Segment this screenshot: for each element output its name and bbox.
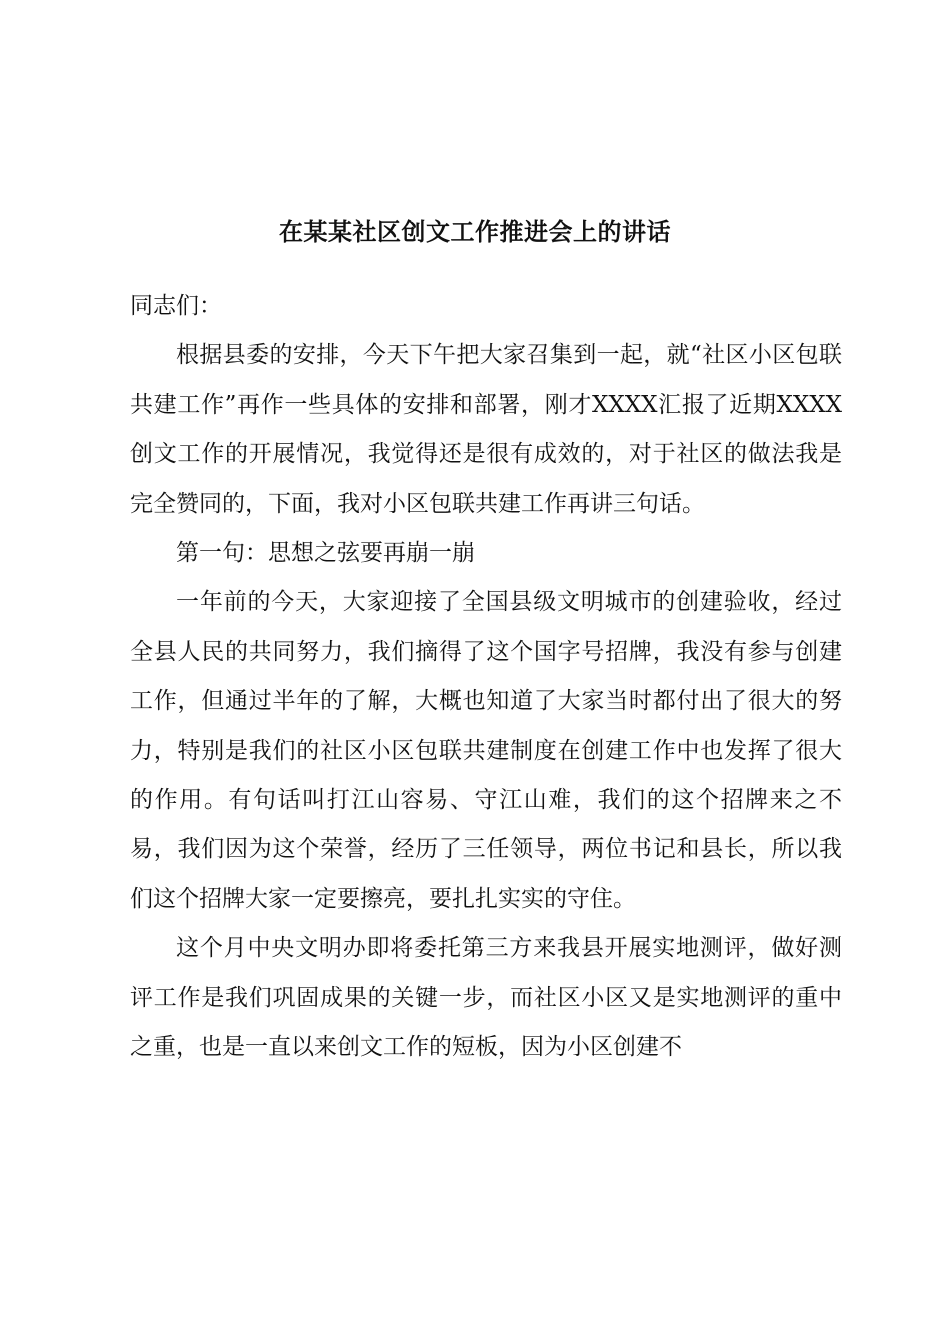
section-heading-1: 第一句：思想之弦要再崩一崩 [176,540,475,567]
salutation: 同志们： [130,293,222,319]
document-body [130,282,842,1073]
paragraph-3: 这个月中央文明办即将委托第三方来我县开展实地测评，做好测评工作是我们巩固成果的关键一步，而社区小区又是实地测评的重中之重，也是一直以来创文工作的短板，因为小区创建不 [130,935,842,1061]
paragraph-1: 根据县委的安排，今天下午把大家召集到一起，就“社区小区包联共建工作”再作一些具体的安排和部署，刚才XXXX汇报了近期XXXX创文工作的开展情况，我觉得还是很有成效的，对于社区的做法我是完全赞同的，下面，我对小区包联共建工作再讲三句话。 [130,342,842,517]
document-title: 在某某社区创文工作推进会上的讲话 [279,217,671,246]
paragraph-2: 一年前的今天，大家迎接了全国县级文明城市的创建验收，经过全县人民的共同努力，我们摘得了这个国字号招牌，我没有参与创建工作，但通过半年的了解，大概也知道了大家当时都付出了很大的努力，特别是我们的社区小区包联共建制度在创建工作中也发挥了很大的作用。有句话叫打江山容易、守江山难，我们的这个招牌来之不易，我们因为这个荣誉，经历了三任领导，两位书记和县长，所以我们这个招牌大家一定要擦亮，要扎扎实实的守住。 [130,589,842,912]
